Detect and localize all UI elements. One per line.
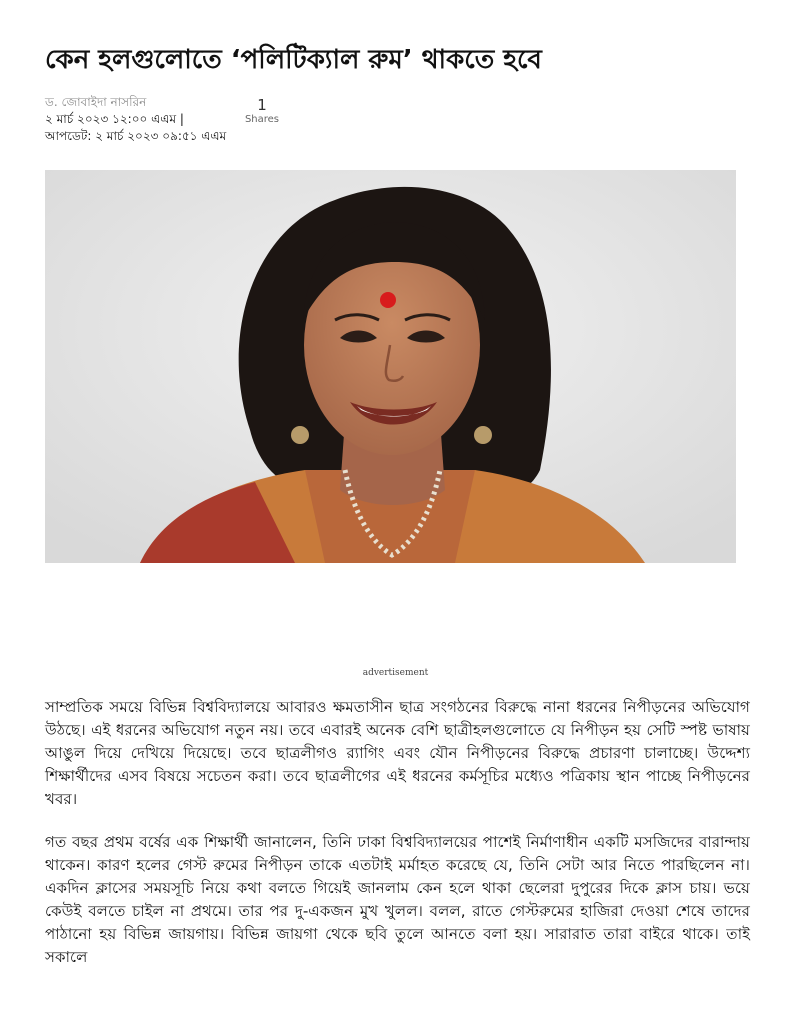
portrait-illustration (45, 170, 736, 563)
shares-label: Shares (244, 114, 280, 125)
article-meta (45, 94, 235, 145)
author-name[interactable]: ড. জোবাইদা নাসরিন (45, 95, 147, 109)
article-paragraph-2: গত বছর প্রথম বর্ষের এক শিক্ষার্থী জানালেন, তিনি ঢাকা বিশ্ববিদ্যালয়ের পাশেই নির্মাণাধীন একটি মসজিদের বারান্দায় থাকেন। কারণ হলের গেস্ট রুমের নিপীড়ন তাকে এতটাই মর্মাহত করেছে যে, তিনি সেটা আর নিতে পারছিলেন না। একদিন ক্লাসের সময়সূচি নিয়ে কথা বলতে গিয়েই জানলাম কেন হলে থাকা ছেলেরা দুপুরের দিকে ক্লাস চায়। ভয়ে কেউই বলতে চাইল না প্রথমে। তার পর দু-একজন মুখ খুলল। বলল, রাতে গেস্টরুমের হাজিরা দেওয়া শেষে তাদের পাঠানো হয় বিভিন্ন জায়গায়। বিভিন্ন জায়গা থেকে ছবি তুলে আনতে বলা হয়। সারারাত তারা বাইরে থাকে। তাই সকালে (45, 833, 750, 966)
updated-date: আপডেট: ২ মার্চ ২০২৩ ০৯:৫১ এএম (45, 129, 227, 143)
advertisement-label: advertisement (362, 668, 429, 678)
article-body (45, 696, 750, 989)
share-counter[interactable] (238, 96, 286, 126)
shares-count: 1 (257, 96, 267, 114)
headline: কেন হলগুলোতে ‘পলিটিক্যাল রুম’ থাকতে হবে (45, 45, 542, 75)
author-photo (45, 170, 736, 563)
published-date: ২ মার্চ ২০২৩ ১২:০০ এএম | (45, 112, 184, 126)
article-paragraph-1: সাম্প্রতিক সময়ে বিভিন্ন বিশ্ববিদ্যালয়ে আবারও ক্ষমতাসীন ছাত্র সংগঠনের বিরুদ্ধে নানা ধরনের নিপীড়নের অভিযোগ উঠছে। এই ধরনের অভিযোগ নতুন নয়। তবে এবারই অনেক বেশি ছাত্রীহলগুলোতে যে নিপীড়ন হয় সেটি স্পষ্ট ভাষায় আঙুল দিয়ে দেখিয়ে দিয়েছে। তবে ছাত্রলীগও র‍্যাগিং এবং যৌন নিপীড়নের বিরুদ্ধে প্রচারণা চালাচ্ছে। উদ্দেশ্য শিক্ষার্থীদের এসব বিষয়ে সচেতন করা। তবে ছাত্রলীগের এই ধরনের কর্মসূচির মধ্যেও পত্রিকায় স্থান পাচ্ছে নিপীড়নের খবর। (45, 698, 750, 808)
